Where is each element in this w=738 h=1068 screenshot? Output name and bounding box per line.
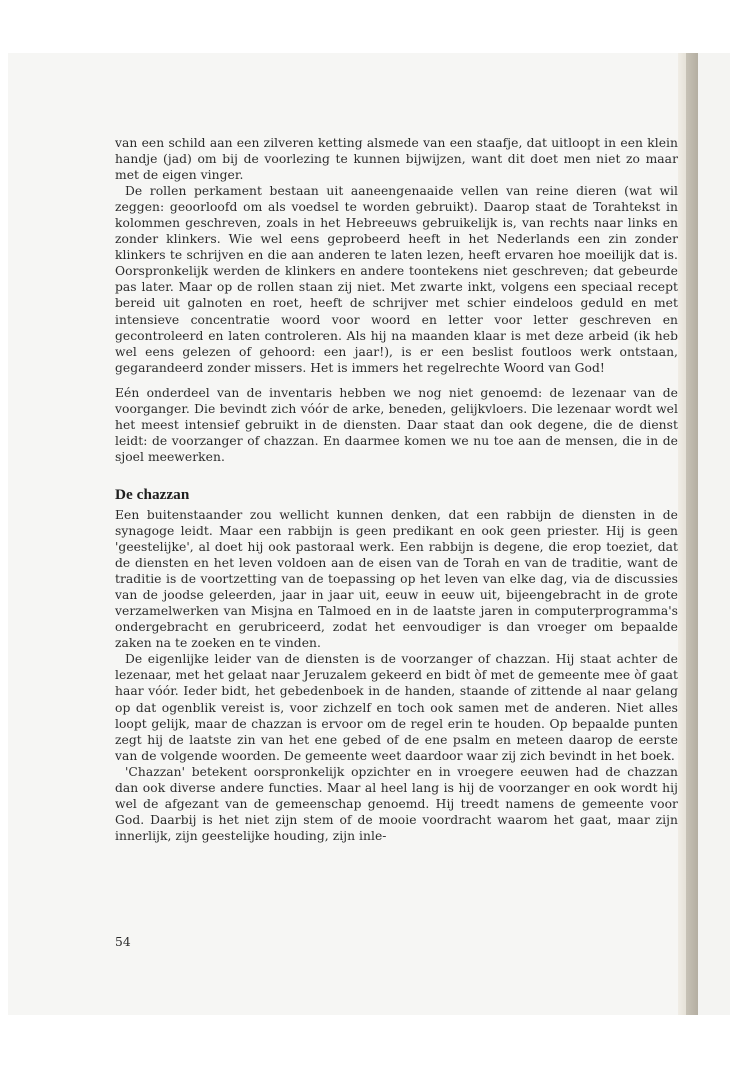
paragraph-opzichter: 'Chazzan' betekent oorspronkelijk opzichter en in vroegere eeuwen had de chazzan dan ook diverse andere functies. Maar al heel lang is hij de voorzanger en ook wordt hij wel de afgezant van de gemeenschap genoemd. Hij treedt namens de gemeente voor God. Daarbij is het niet zijn stem of de mooie voordracht waarom het gaat, maar zijn innerlijk, zijn geestelijke houding, zijn inle- [115, 764, 678, 843]
paragraph-voorzanger: De eigenlijke leider van de diensten is de voorzanger of chazzan. Hij staat achter de lezenaar, met het gelaat naar Jeruzalem gekeerd en bidt òf met de gemeente mee òf gaat haar vóór. Ieder bidt, het gebedenboek in de handen, staande of zittende al naar gelang op dat ogenblik vereist is, voor zichzelf en toch ook samen met de anderen. Niet alles loopt gelijk, maar de chazzan is ervoor om de regel erin te houden. Op bepaalde punten zegt hij de laatste zin van het ene gebed of de ene psalm en meteen daarop de eerste van de volgende woorden. De gemeente weet daardoor waar zij zich bevindt in het boek. [115, 652, 678, 763]
page-gutter-shadow [686, 53, 698, 1015]
page-fold-highlight [678, 53, 686, 1015]
body-text [115, 135, 678, 844]
paragraph-lezenaar: Eén onderdeel van de inventaris hebben we nog niet genoemd: de lezenaar van de voorganger. Die bevindt zich vóór de arke, beneden, gelijkvloers. Die lezenaar wordt wel het meest intensief gebruikt in de diensten. Daar staat dan ook degene, die de dienst leidt: de voorzanger of chazzan. En daarmee komen we nu toe aan de mensen, die in de sjoel meewerken. [115, 385, 678, 464]
paragraph-schild: van een schild aan een zilveren ketting alsmede van een staafje, dat uitloopt in een klein handje (jad) om bij de voorlezing te kunnen bijwijzen, want dit doet men niet zo maar met de eigen vinger. [115, 136, 678, 183]
paragraph-rabbijn: Een buitenstaander zou wellicht kunnen denken, dat een rabbijn de diensten in de synagoge leidt. Maar een rabbijn is geen predikant en ook geen priester. Hij is geen 'geestelijke', al doet hij ook pastoraal werk. Een rabbijn is degene, die erop toeziet, dat de diensten en het leven voldoen aan de eisen van de Torah en van de traditie, want de traditie is de voortzetting van de toepassing op het leven van elke dag, via de discussies van de joodse geleerden, jaar in jaar uit, eeuw in eeuw uit, bijeengebracht in de grote verzamelwerken van Misjna en Talmoed en in de laatste jaren in computerprogramma's ondergebracht en gerubriceerd, zodat het eenvoudiger is dan vroeger om bepaalde zaken na te zoeken en te vinden. [115, 507, 678, 651]
page-edge [698, 53, 730, 1015]
section-heading: De chazzan [115, 485, 190, 503]
page-number: 54 [115, 935, 131, 949]
paragraph-perkament: De rollen perkament bestaan uit aaneengenaaide vellen van reine dieren (wat wil zeggen: geoorloofd om als voedsel te worden gebruikt). Daarop staat de Torahtekst in kolommen geschreven, zoals in het Hebreeuws gebruikelijk is, van rechts naar links en zonder klinkers. Wie wel eens geprobeerd heeft in het Nederlands een zin zonder klinkers te schrijven en die aan anderen te laten lezen, heeft ervaren hoe moeilijk dat is. Oorspronkelijk werden de klinkers en andere toontekens niet geschreven; dat gebeurde pas later. Maar op de rollen staan zij niet. Met zwarte inkt, volgens een speciaal recept bereid uit galnoten en roet, heeft de schrijver met schier eindeloos geduld en met intensieve concentratie woord voor woord en letter voor letter geschreven en gecontroleerd en laten controleren. Als hij na maanden klaar is met deze arbeid (ik heb wel eens gelezen of gehoord: een jaar!), is er een beslist foutloos werk ontstaan, gegarandeerd zonder missers. Het is immers het regelrechte Woord van God! [115, 184, 678, 375]
